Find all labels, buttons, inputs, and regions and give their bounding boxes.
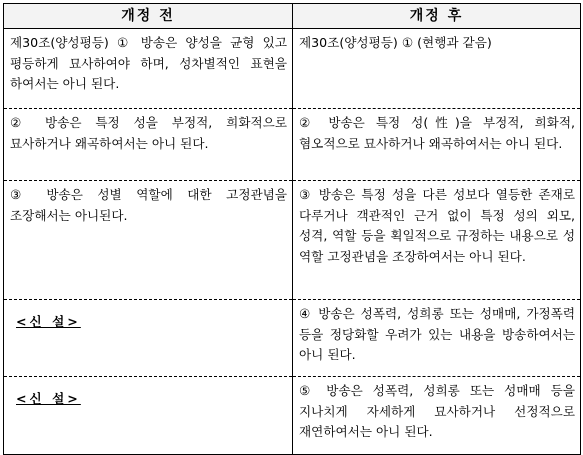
cell-before (4, 377, 293, 455)
cell-before: ② 방송은 특정 성을 부정적, 희화적으로 묘사하거나 왜곡하여서는 아니 된다. (4, 109, 293, 181)
cell-before (4, 300, 293, 377)
table-row (4, 181, 581, 300)
cell-after: 제30조(양성평등) ① (현행과 같음) (293, 29, 581, 109)
cell-after: ⑤ 방송은 성폭력, 성희롱 또는 성매매 등을 지나치게 자세하게 묘사하거나 선정적으로 재연하여서는 아니 된다. (293, 377, 581, 455)
header-before: 개정 전 (4, 4, 293, 29)
new-provision-mark: <신 설> (16, 314, 81, 329)
header-after: 개정 후 (293, 4, 581, 29)
new-provision-mark: <신 설> (16, 391, 81, 406)
cell-after: ④ 방송은 성폭력, 성희롱 또는 성매매, 가정폭력 등을 정당화할 우려가 있는 내용을 방송하여서는 아니 된다. (293, 300, 581, 377)
cell-before: 제30조(양성평등) ① 방송은 양성을 균형 있고 평등하게 묘사하여야 하며, 성차별적인 표현을 하여서는 아니 된다. (4, 29, 293, 109)
table-row (4, 300, 581, 377)
table-row (4, 377, 581, 455)
cell-after: ② 방송은 특정 성(性)을 부정적, 희화적, 혐오적으로 묘사하거나 왜곡하여서는 아니 된다. (293, 109, 581, 181)
table-row (4, 29, 581, 109)
table-header-row (4, 4, 581, 29)
cell-after: ③ 방송은 특정 성을 다른 성보다 열등한 존재로 다루거나 객관적인 근거 없이 특정 성의 외모, 성격, 역할 등을 획일적으로 규정하는 내용으로 성 역할 고정관념을 조장하여서는 아니 된다. (293, 181, 581, 300)
amendment-comparison-table (3, 3, 581, 455)
cell-before: ③ 방송은 성별 역할에 대한 고정관념을 조장해서는 아니된다. (4, 181, 293, 300)
table-row (4, 109, 581, 181)
